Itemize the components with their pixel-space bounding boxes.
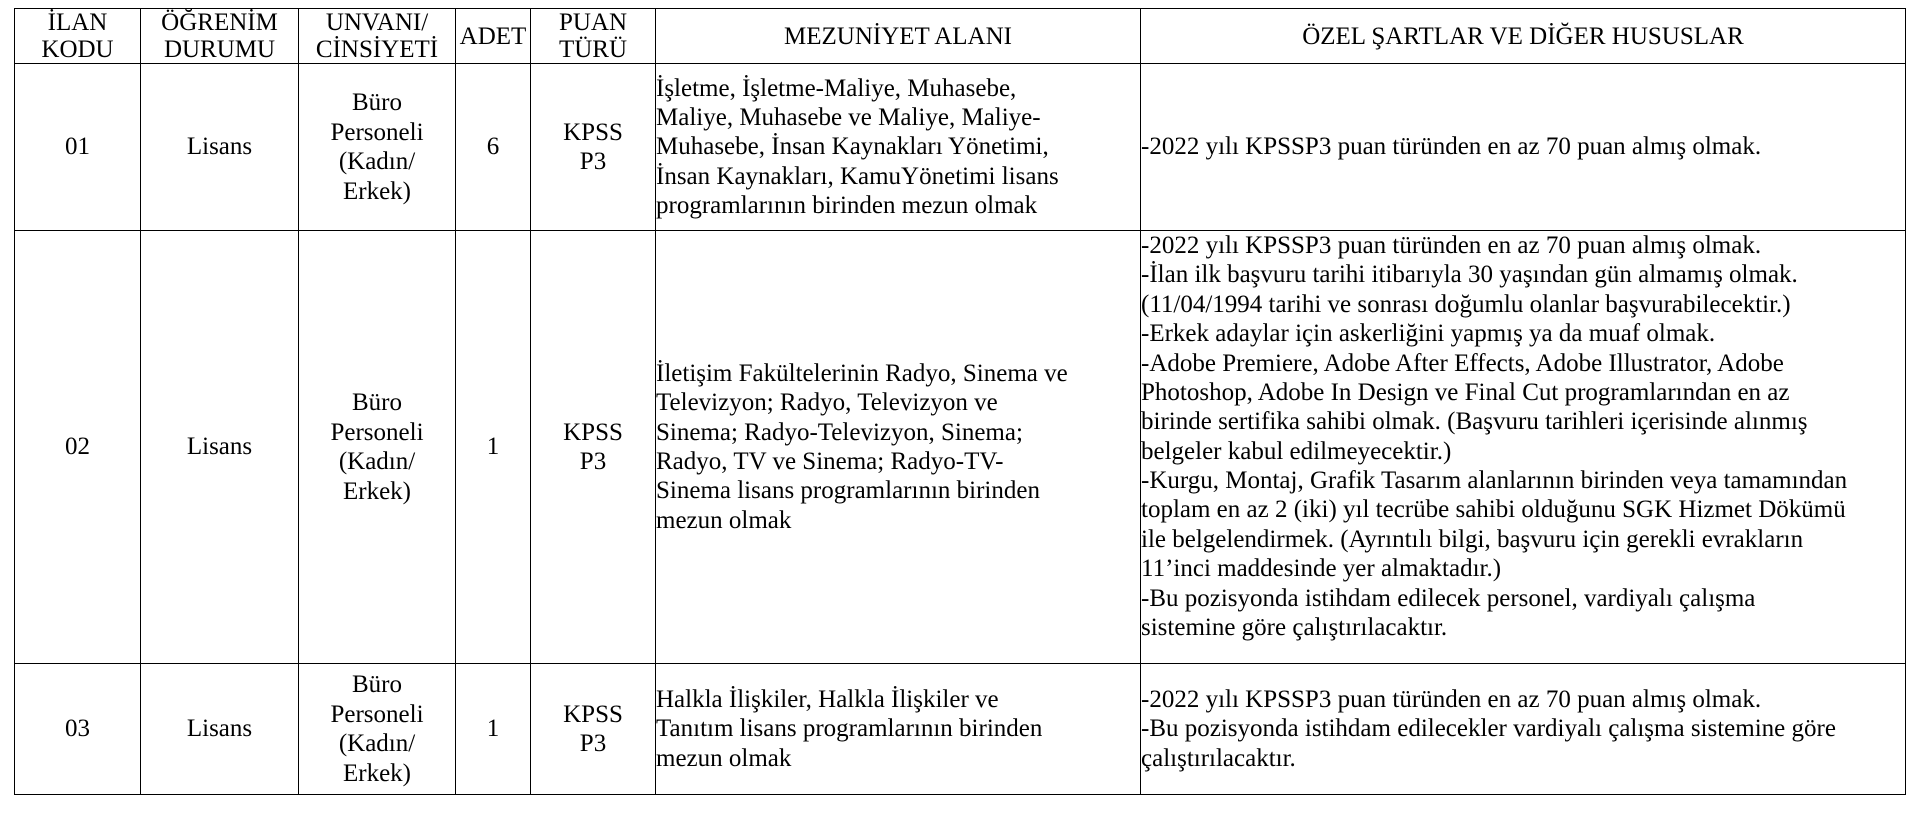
cell-line: İletişim Fakültelerinin Radyo, Sinema ve (656, 359, 1068, 387)
cell-line: Erkek) (342, 477, 412, 505)
cell-line: toplam en az 2 (iki) yıl tecrübe sahibi olduğunu SGK Hizmet Dökümü (1141, 496, 1846, 524)
cell-line: Halkla İlişkiler, Halkla İlişkiler ve (656, 685, 999, 713)
cell-ozel-sartlar (1141, 664, 1906, 795)
cell-line: Tanıtım lisans programlarının birinden (656, 715, 1043, 743)
cell-line: Radyo, TV ve Sinema; Radyo-TV- (656, 448, 1004, 475)
header-line: CİNSİYETİ (315, 36, 439, 63)
cell-line: -Kurgu, Montaj, Grafik Tasarım alanlarının birinden veya tamamından (1141, 467, 1848, 494)
column-header-adet (456, 9, 531, 64)
cell-line: Personeli (330, 700, 424, 728)
table-body (15, 64, 1906, 795)
cell-adet: 6 (456, 64, 531, 231)
cell-unvani-cinsiyeti (299, 664, 456, 795)
column-header-unvani-cinsiyeti (299, 9, 456, 64)
cell-line: (Kadın/ (338, 148, 416, 175)
cell-line: Büro (352, 89, 402, 116)
cell-line: -2022 yılı KPSSP3 puan türünden en az 70 puan almış olmak. (1141, 232, 1762, 259)
cell-line: programlarının birinden mezun olmak (656, 192, 1038, 220)
header-line: MEZUNİYET ALANI (784, 22, 1012, 50)
cell-unvani-cinsiyeti (299, 64, 456, 231)
header-line: ÖZEL ŞARTLAR VE DİĞER HUSUSLAR (1302, 22, 1744, 50)
cell-ilan-kodu: 02 (15, 231, 141, 664)
cell-mezuniyet-alani (656, 64, 1141, 231)
cell-ogrenim-durumu: Lisans (141, 231, 299, 664)
cell-unvani-cinsiyeti (299, 231, 456, 664)
cell-adet: 1 (456, 231, 531, 664)
cell-line: P3 (579, 148, 607, 175)
cell-ozel-sartlar (1141, 64, 1906, 231)
cell-puan-turu (531, 231, 656, 664)
cell-line: Büro (352, 671, 402, 698)
cell-line: birinde sertifika sahibi olmak. (Başvuru tarihleri içerisinde alınmış (1141, 408, 1808, 436)
cell-line: P3 (579, 448, 607, 475)
cell-line: -2022 yılı KPSSP3 puan türünden en az 70 puan almış olmak. (1141, 133, 1762, 161)
column-header-puan-turu (531, 9, 656, 64)
cell-line: (Kadın/ (338, 448, 416, 475)
header-line: UNVANI/ (325, 9, 429, 36)
cell-line: KPSS (563, 418, 623, 446)
cell-line: Muhasebe, İnsan Kaynakları Yönetimi, (656, 133, 1049, 161)
cell-line: mezun olmak (656, 744, 792, 772)
cell-line: P3 (579, 730, 607, 757)
table-header (15, 9, 1906, 64)
cell-line: Erkek) (342, 177, 412, 205)
cell-line: -Adobe Premiere, Adobe After Effects, Adobe Illustrator, Adobe (1141, 349, 1784, 377)
cell-line: Televizyon; Radyo, Televizyon ve (656, 389, 998, 417)
header-line: İLAN (47, 9, 108, 36)
cell-line: Erkek) (342, 759, 412, 787)
cell-line: -Bu pozisyonda istihdam edilecekler vardiyalı çalışma sistemine göre (1141, 715, 1836, 743)
header-line: DURUMU (163, 36, 276, 63)
cell-ogrenim-durumu: Lisans (141, 64, 299, 231)
cell-line: -2022 yılı KPSSP3 puan türünden en az 70 puan almış olmak. (1141, 685, 1762, 713)
cell-line: Sinema lisans programlarının birinden (656, 477, 1040, 505)
cell-adet: 1 (456, 664, 531, 795)
cell-line: Personeli (330, 118, 424, 146)
cell-line: Personeli (330, 418, 424, 446)
cell-ogrenim-durumu: Lisans (141, 664, 299, 795)
column-header-ozel-sartlar (1141, 9, 1906, 64)
cell-line: KPSS (563, 118, 623, 146)
cell-line: sistemine göre çalıştırılacaktır. (1141, 613, 1448, 641)
table-row (15, 664, 1906, 795)
cell-mezuniyet-alani (656, 231, 1141, 664)
cell-ilan-kodu: 01 (15, 64, 141, 231)
cell-line: Maliye, Muhasebe ve Maliye, Maliye- (656, 103, 1041, 131)
cell-mezuniyet-alani (656, 664, 1141, 795)
column-header-mezuniyet-alani (656, 9, 1141, 64)
cell-line: (Kadın/ (338, 730, 416, 757)
header-line: ÖĞRENİM (161, 9, 278, 36)
cell-line: -İlan ilk başvuru tarihi itibarıyla 30 yaşından gün almamış olmak. (1141, 261, 1798, 289)
header-line: PUAN (558, 9, 628, 36)
cell-line: mezun olmak (656, 506, 792, 534)
cell-ilan-kodu: 03 (15, 664, 141, 795)
job-posting-table (14, 8, 1906, 795)
column-header-ogrenim-durumu (141, 9, 299, 64)
cell-line: -Bu pozisyonda istihdam edilecek personel, vardiyalı çalışma (1141, 584, 1756, 612)
cell-puan-turu (531, 64, 656, 231)
cell-line: (11/04/1994 tarihi ve sonrası doğumlu olanlar başvurabilecektir.) (1141, 290, 1791, 318)
cell-line: Büro (352, 389, 402, 416)
cell-line: çalıştırılacaktır. (1141, 744, 1296, 772)
cell-line: ile belgelendirmek. (Ayrıntılı bilgi, başvuru için gerekli evrakların (1141, 525, 1804, 553)
cell-line: 11’inci maddesinde yer almaktadır.) (1141, 555, 1502, 583)
cell-line: belgeler kabul edilmeyecektir.) (1141, 437, 1452, 465)
header-line: KODU (41, 36, 114, 63)
cell-line: Sinema; Radyo-Televizyon, Sinema; (656, 418, 1023, 446)
table-row (15, 231, 1906, 664)
header-line: TÜRÜ (558, 36, 628, 63)
cell-line: İnsan Kaynakları, KamuYönetimi lisans (656, 162, 1059, 190)
cell-line: Photoshop, Adobe In Design ve Final Cut programlarından en az (1141, 378, 1790, 406)
cell-line: İşletme, İşletme-Maliye, Muhasebe, (656, 74, 1017, 102)
cell-line: -Erkek adaylar için askerliğini yapmış ya da muaf olmak. (1141, 320, 1716, 348)
table-header-row (15, 9, 1906, 64)
cell-ozel-sartlar (1141, 231, 1906, 664)
cell-line: KPSS (563, 700, 623, 728)
header-line: ADET (459, 22, 527, 50)
table-row (15, 64, 1906, 231)
cell-puan-turu (531, 664, 656, 795)
column-header-ilan-kodu (15, 9, 141, 64)
